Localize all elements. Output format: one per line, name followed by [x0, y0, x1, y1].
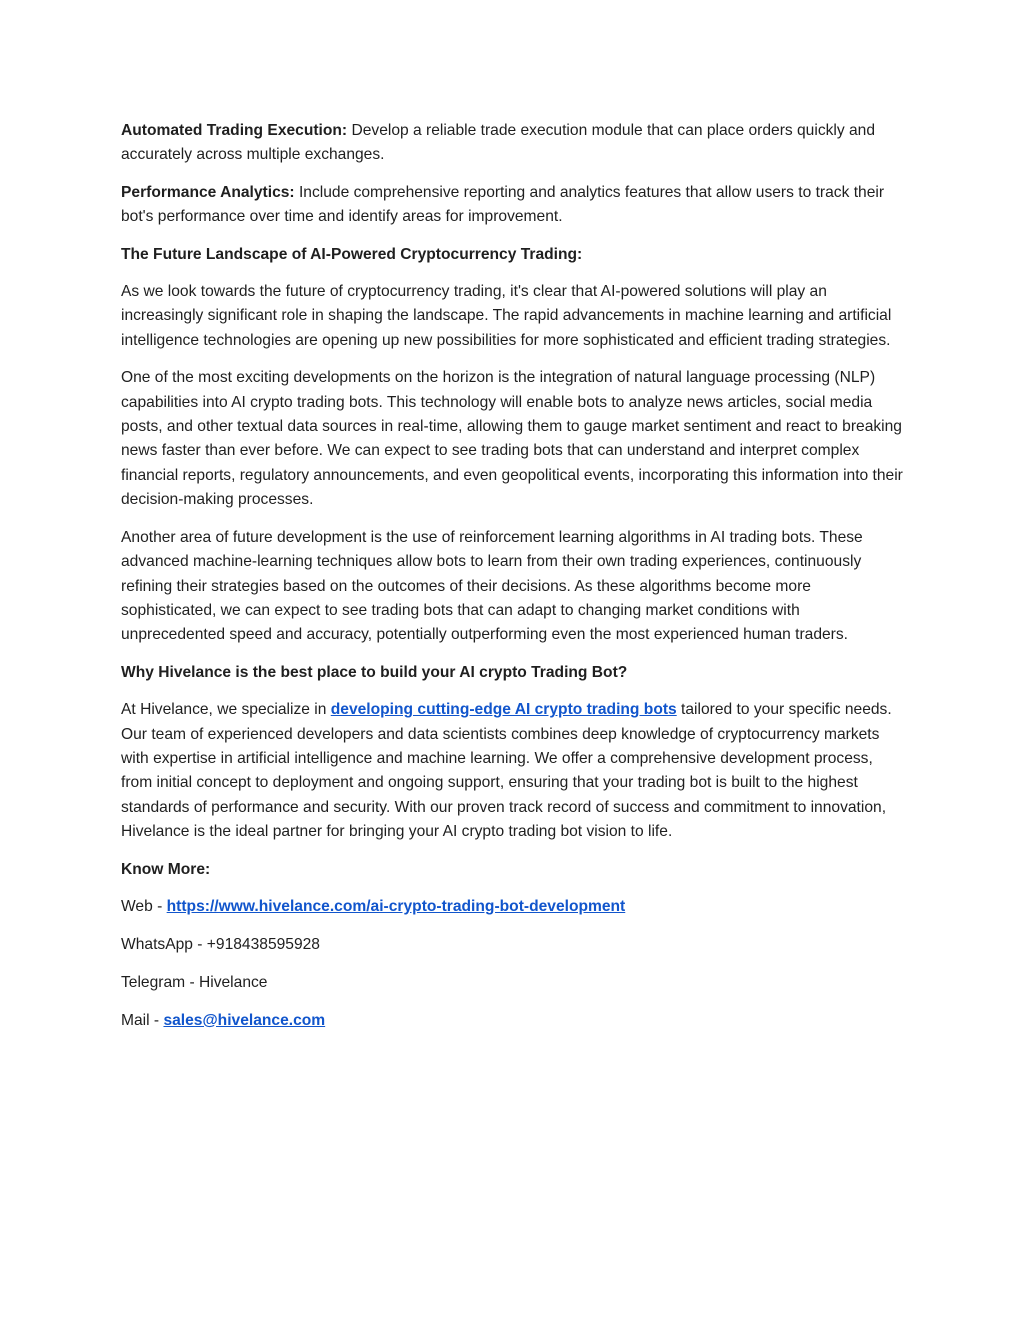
web-link[interactable]: https://www.hivelance.com/ai-crypto-trading-bot-development — [166, 897, 626, 915]
heading-future-landscape: The Future Landscape of AI-Powered Cryptocurrency Trading: — [121, 245, 583, 263]
label-automated-trading: Automated Trading Execution: — [121, 122, 348, 139]
paragraph-performance-analytics — [121, 181, 905, 230]
link-ai-crypto-trading-bots[interactable]: developing cutting-edge AI crypto trading bots — [330, 701, 677, 719]
contact-web — [121, 895, 905, 919]
web-label: Web - — [121, 897, 167, 915]
heading-why-hivelance: Why Hivelance is the best place to build your AI crypto Trading Bot? — [121, 663, 628, 681]
mail-label: Mail - — [121, 1011, 164, 1029]
paragraph-why-hivelance — [121, 698, 905, 844]
paragraph-automated-trading — [121, 119, 905, 168]
heading-know-more: Know More: — [121, 860, 211, 878]
paragraph-future-intro: As we look towards the future of cryptocurrency trading, it's clear that AI-powered solutions will play an increasingly significant role in shaping the landscape. The rapid advancements in machine learning and artificial intelligence technologies are opening up new possibilities for more sophisticated and efficient trading strategies. — [121, 283, 892, 349]
label-performance-analytics: Performance Analytics: — [121, 183, 295, 201]
contact-whatsapp: WhatsApp - +918438595928 — [121, 935, 320, 953]
text-automated-trading: Develop a reliable trade execution module that can place orders quickly and accurately across multiple exchanges. — [121, 122, 876, 164]
text-performance-analytics: Include comprehensive reporting and analytics features that allow users to track their bot's performance over time and identify areas for improvement. — [121, 183, 885, 226]
contact-mail — [121, 1009, 905, 1033]
contact-telegram: Telegram - Hivelance — [121, 973, 268, 991]
mail-link[interactable]: sales@hivelance.com — [163, 1011, 326, 1029]
paragraph-future-reinforcement: Another area of future development is the use of reinforcement learning algorithms in AI trading bots. These advanced machine-learning techniques allow bots to learn from their own trading experiences, continuously refining their strategies based on the outcomes of their decisions. As these algorithms become more sophisticated, we can expect to see trading bots that can adapt to changing market conditions with unprecedented speed and accuracy, potentially outperforming even the most experienced human traders. — [121, 528, 863, 644]
why-text-after: tailored to your specific needs. Our team of experienced developers and data scientists combines deep knowledge of cryptocurrency markets with expertise in artificial intelligence and machine learning. We offer a comprehensive development process, from initial concept to deployment and ongoing support, ensuring that your trading bot is built to the highest standards of performance and security. With our proven track record of success and commitment to innovation, Hivelance is the ideal partner for bringing your AI crypto trading bot vision to life. — [121, 701, 892, 841]
document-body — [121, 119, 905, 1047]
paragraph-future-nlp: One of the most exciting developments on the horizon is the integration of natural language processing (NLP) capabilities into AI crypto trading bots. This technology will enable bots to analyze news articles, social media posts, and other textual data sources in real-time, allowing them to gauge market sentiment and react to breaking news faster than ever before. We can expect to see trading bots that can understand and interpret complex financial reports, regulatory announcements, and even geopolitical events, incorporating this information into their decision-making processes. — [121, 369, 903, 509]
why-text-before: At Hivelance, we specialize in — [121, 701, 331, 719]
